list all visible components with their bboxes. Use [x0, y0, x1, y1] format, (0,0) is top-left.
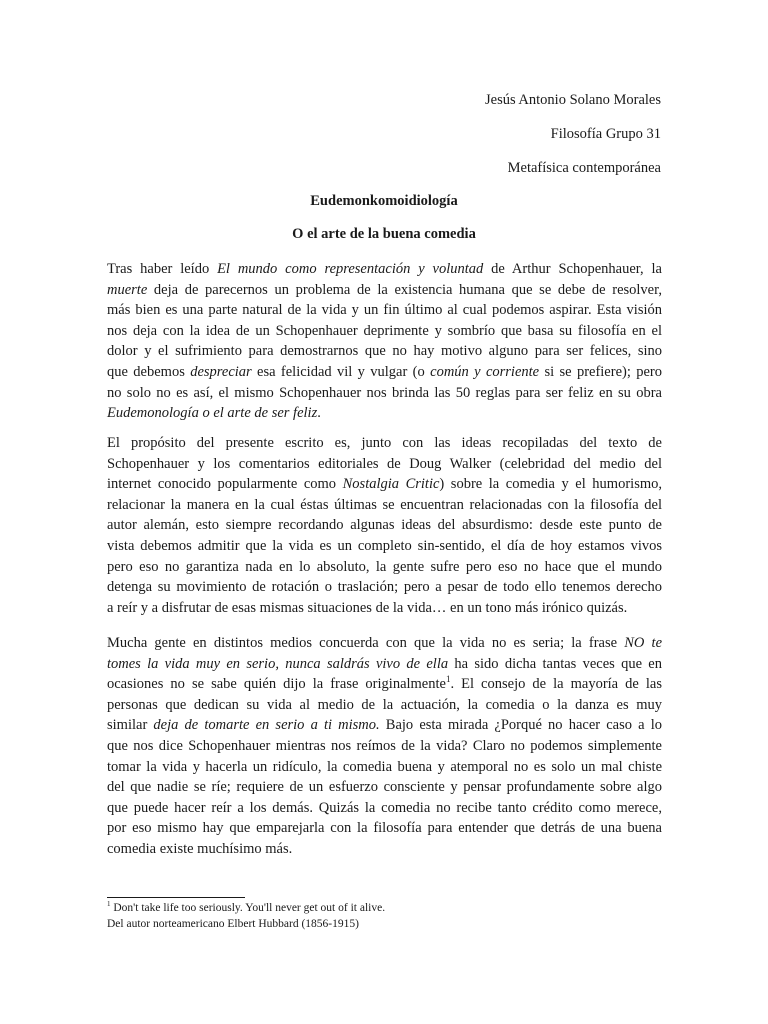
text-line: comedia existe muchísimo más. — [107, 840, 293, 857]
text-line: que debemos despreciar esa felicidad vil y vulgar (o común y corriente si se prefiere); pero — [107, 363, 662, 380]
text-line: tomes la vida muy en serio, nunca saldrás vivo de ella ha sido dicha tantas veces que en — [107, 655, 662, 672]
text-line: por eso mismo hay que emparejarla con la filosofía para entender que detrás de una buena — [107, 820, 662, 837]
text-line: Mucha gente en distintos medios concuerda con que la vida no es seria; la frase NO te — [107, 635, 662, 651]
text-line: tomar la vida y hacerla un ridículo, la comedia buena y atemporal no es solo un mal chiste — [107, 758, 662, 775]
italic-text: deja de tomarte en serio a ti mismo. — [153, 717, 380, 734]
footnote-line-2: Del autor norteamericano Elbert Hubbard (1856-1915) — [107, 918, 359, 930]
text-line: dolor y el sufrimiento para demostrarnos que no hay motivo alguno para ser felices, sino — [107, 343, 662, 360]
text-line: ocasiones no se sabe quién dijo la frase originalmente$^1$. El consejo de la mayoría de las — [107, 674, 662, 693]
italic-text: Nostalgia Critic — [342, 476, 440, 493]
text-line: más bien es una parte natural de la vida y un fin último al cual podemos aspirar. Esta visión — [107, 302, 662, 319]
document-title: Eudemonkomoidiología — [310, 193, 458, 209]
course-group: Filosofía Grupo 31 — [550, 126, 661, 142]
text-line: personas que dedican su vida al medio de la actuación, la comedia o la danza es muy — [107, 696, 662, 713]
subject-name: Metafísica contemporánea — [507, 160, 661, 176]
text-line: similar deja de tomarte en serio a ti mismo. Bajo esta mirada ¿Porqué no hacer caso a lo — [107, 717, 662, 734]
paragraph-3 — [107, 633, 662, 860]
text-line: detenga su movimiento de rotación o traslación; pero a pesar de todo ello tenemos derecho — [107, 579, 662, 596]
footnote-separator — [107, 897, 245, 898]
paragraph-2 — [107, 433, 662, 618]
document-subtitle: O el arte de la buena comedia — [292, 226, 476, 242]
italic-text: El mundo como representación y voluntad — [217, 261, 484, 277]
text-line: a reír y a disfrutar de esas mismas situaciones de la vida… en un tono más irónico quizás. — [107, 599, 628, 616]
text-line: muerte deja de parecernos un problema de la existencia humana que se debe de resolver, — [107, 281, 662, 298]
text-line: Schopenhauer y los comentarios editoriales de Doug Walker (celebridad del medio del — [107, 455, 662, 472]
footnote-marker: 1 — [107, 900, 111, 909]
text-line: relacionar la manera en la cual éstas últimas se encuentran relacionadas con la filosofía del — [107, 496, 662, 513]
text-line: El propósito del presente escrito es, junto con las ideas recopiladas del texto de — [107, 435, 662, 451]
text-line: del que nadie se ríe; requiere de un esfuerzo consciente y pensar profundamente sobre algo — [107, 779, 662, 796]
text-line: que nos dice Schopenhauer mientras nos reímos de la vida? Claro no podemos simplemente — [107, 737, 662, 754]
footnote-reference: 1 — [445, 674, 451, 685]
italic-text: Eudemonología o el arte de ser feliz — [107, 405, 318, 422]
text-line: vista debemos admitir que la vida es un completo sin-sentido, el día de hoy estamos vivos — [107, 537, 662, 554]
text-line: que puede hacer reír a los demás. Quizás la comedia no recibe tanto crédito como merece, — [107, 799, 662, 816]
author-name: Jesús Antonio Solano Morales — [484, 92, 661, 108]
text-line: no solo no es así, el mismo Schopenhauer nos brinda las 50 reglas para ser feliz en su obra — [107, 384, 662, 401]
text-line: internet conocido popularmente como Nostalgia Critic) sobre la comedia y el humorismo, — [107, 476, 662, 493]
italic-text: común y corriente — [430, 363, 540, 380]
text-line: nos deja con la idea de un Schopenhauer deprimente y sombrío que basa su filosofía en el — [107, 322, 662, 339]
italic-text: muerte — [107, 281, 148, 298]
paragraph-1 — [107, 259, 662, 424]
italic-text: tomes la vida muy en serio, nunca saldrás vivo de ella — [107, 655, 449, 672]
text-line: Tras haber leído El mundo como representación y voluntad de Arthur Schopenhauer, la — [107, 261, 662, 277]
text-line: autor alemán, esto siempre recordando algunas ideas del absurdismo: desde este punto de — [107, 517, 662, 534]
footnote-line-1 — [107, 902, 385, 914]
italic-text: despreciar — [190, 363, 252, 380]
italic-text: NO te — [624, 635, 662, 651]
footnote-text: Don't take life too seriously. You'll never get out of it alive. — [110, 902, 386, 914]
text-line: pero eso no garantiza nada en lo absoluto, la gente sufre pero eso no hace que el mundo — [107, 558, 662, 575]
text-line: Eudemonología o el arte de ser feliz. — [107, 405, 321, 422]
